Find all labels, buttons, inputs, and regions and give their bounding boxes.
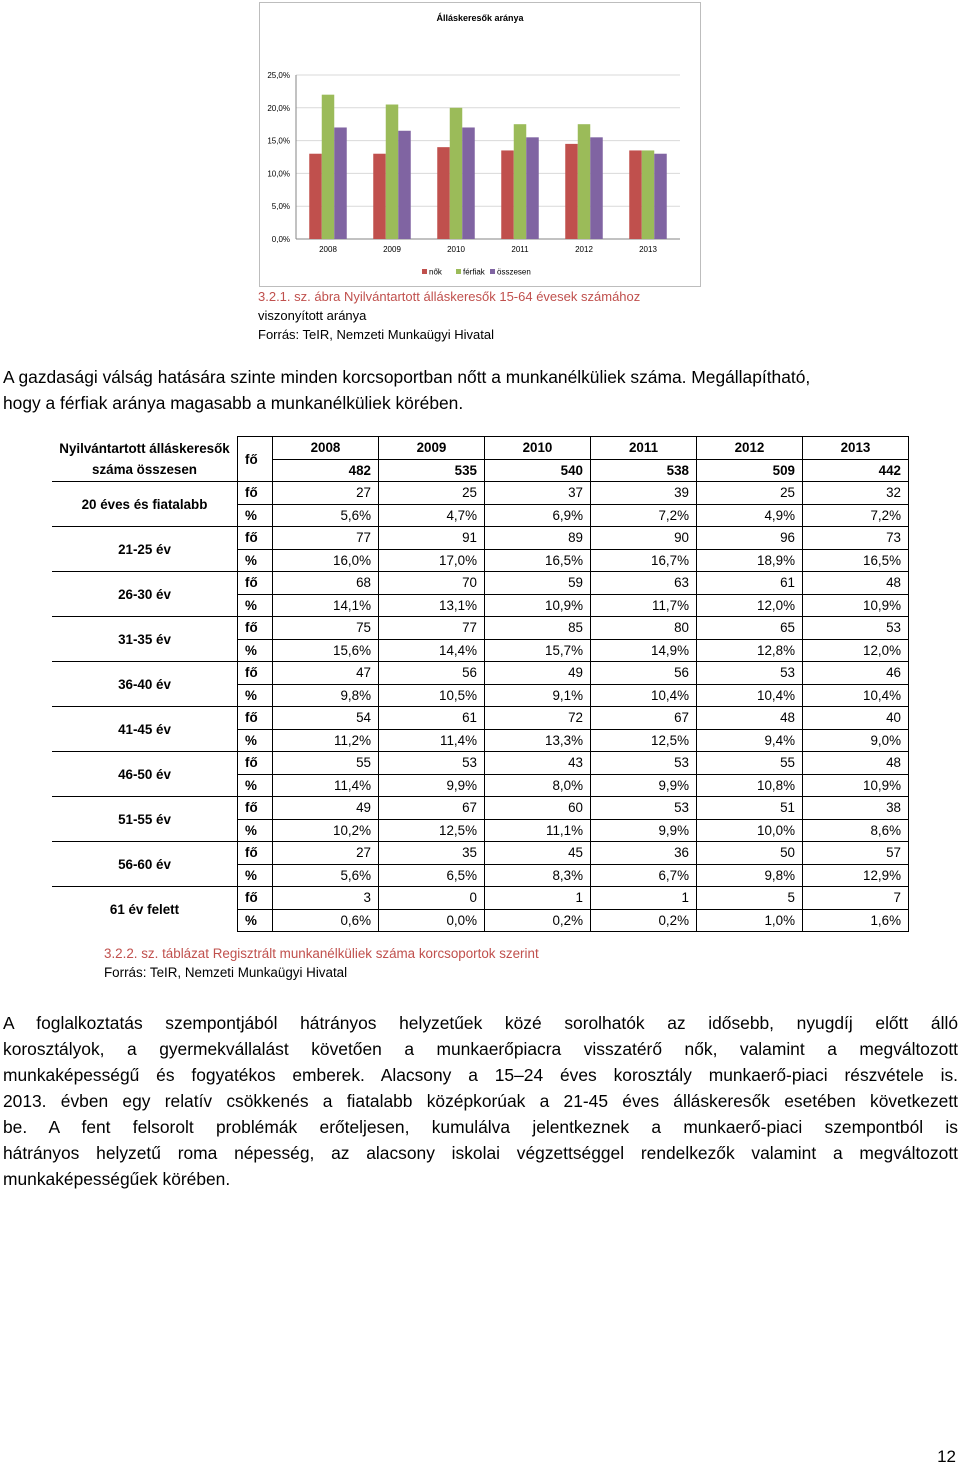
count-cell: 1	[485, 887, 591, 910]
table-row	[52, 662, 909, 685]
percent-cell: 16,0%	[273, 549, 379, 572]
bar-nok	[501, 150, 514, 239]
unemployed-age-table	[52, 436, 909, 932]
unit-percent: %	[238, 684, 273, 707]
count-cell: 43	[485, 752, 591, 775]
percent-cell: 10,9%	[485, 594, 591, 617]
unit-count: fő	[238, 662, 273, 685]
table-row	[52, 572, 909, 595]
count-cell: 53	[803, 617, 909, 640]
count-cell: 49	[485, 662, 591, 685]
percent-cell: 10,5%	[379, 684, 485, 707]
count-cell: 36	[591, 842, 697, 865]
paragraph-2-line: munkaképességűek körében.	[3, 1169, 231, 1189]
table-row	[52, 887, 909, 910]
table-row	[52, 752, 909, 775]
percent-cell: 12,5%	[591, 729, 697, 752]
bar-osszesen	[398, 131, 411, 239]
unit-percent: %	[238, 909, 273, 932]
unit-count: fő	[238, 482, 273, 505]
unit-percent: %	[238, 729, 273, 752]
count-cell: 27	[273, 482, 379, 505]
count-cell: 3	[273, 887, 379, 910]
count-cell: 56	[591, 662, 697, 685]
legend-swatch	[490, 269, 495, 274]
percent-cell: 1,6%	[803, 909, 909, 932]
paragraph-2-line: be. A fent felsorolt problémák erőteljesen, kumulálva jelentkeznek a munkaerő-piaci szempontból is	[3, 1117, 958, 1137]
y-tick-label: 0,0%	[271, 235, 290, 244]
count-cell: 90	[591, 527, 697, 550]
count-cell: 59	[485, 572, 591, 595]
count-cell: 54	[273, 707, 379, 730]
bar-ferfiak	[578, 124, 591, 239]
count-cell: 46	[803, 662, 909, 685]
bar-nok	[309, 154, 322, 239]
figure-number: 3.2.1. sz.	[258, 289, 311, 304]
count-cell: 39	[591, 482, 697, 505]
count-cell: 73	[803, 527, 909, 550]
table-row	[52, 482, 909, 505]
percent-cell: 9,8%	[273, 684, 379, 707]
count-cell: 0	[379, 887, 485, 910]
age-group-label: 36-40 év	[52, 662, 238, 707]
count-cell: 67	[591, 707, 697, 730]
bar-osszesen	[590, 137, 603, 239]
percent-cell: 16,5%	[485, 549, 591, 572]
bar-osszesen	[462, 127, 475, 239]
count-cell: 91	[379, 527, 485, 550]
table-title: táblázat Regisztrált munkanélküliek száma korcsoportok szerint	[162, 946, 539, 961]
percent-cell: 9,9%	[591, 774, 697, 797]
figure-title-line2: viszonyított aránya	[258, 308, 367, 323]
percent-cell: 11,1%	[485, 819, 591, 842]
table-row	[52, 707, 909, 730]
percent-cell: 13,1%	[379, 594, 485, 617]
unit-percent: %	[238, 504, 273, 527]
percent-cell: 12,8%	[697, 639, 803, 662]
percent-cell: 14,1%	[273, 594, 379, 617]
percent-cell: 12,9%	[803, 864, 909, 887]
count-cell: 85	[485, 617, 591, 640]
percent-cell: 6,5%	[379, 864, 485, 887]
percent-cell: 0,6%	[273, 909, 379, 932]
percent-cell: 9,9%	[591, 819, 697, 842]
x-tick-label: 2012	[575, 245, 593, 254]
legend-swatch	[422, 269, 427, 274]
unit-percent: %	[238, 594, 273, 617]
chart-title: Álláskeresők aránya	[436, 13, 524, 23]
percent-cell: 8,6%	[803, 819, 909, 842]
percent-cell: 10,9%	[803, 774, 909, 797]
percent-cell: 0,2%	[591, 909, 697, 932]
unit-count: fő	[238, 707, 273, 730]
count-cell: 50	[697, 842, 803, 865]
percent-cell: 12,5%	[379, 819, 485, 842]
paragraph-2-line: A foglalkoztatás szempontjából hátrányos helyzetűek közé sorolhatók az idősebb, nyugdíj előtt álló	[3, 1013, 958, 1033]
count-cell: 49	[273, 797, 379, 820]
unit-percent: %	[238, 549, 273, 572]
unit-count: fő	[238, 842, 273, 865]
y-tick-label: 5,0%	[271, 202, 290, 212]
percent-cell: 9,0%	[803, 729, 909, 752]
percent-cell: 12,0%	[697, 594, 803, 617]
percent-cell: 14,9%	[591, 639, 697, 662]
unit-count: fő	[238, 572, 273, 595]
bar-osszesen	[654, 154, 667, 239]
x-tick-label: 2010	[447, 245, 465, 254]
percent-cell: 9,1%	[485, 684, 591, 707]
count-cell: 77	[379, 617, 485, 640]
legend-label: összesen	[497, 267, 531, 277]
count-cell: 89	[485, 527, 591, 550]
count-cell: 53	[379, 752, 485, 775]
paragraph-2-line: hátrányos helyzetű roma népesség, az alacsony iskolai végzettséggel rendelkezők valamint a megváltozott	[3, 1143, 958, 1163]
unit-percent: %	[238, 639, 273, 662]
percent-cell: 10,8%	[697, 774, 803, 797]
table-caption	[104, 944, 539, 982]
count-cell: 45	[485, 842, 591, 865]
total-cell: 538	[591, 459, 697, 482]
percent-cell: 11,4%	[379, 729, 485, 752]
bar-osszesen	[526, 137, 539, 239]
count-cell: 57	[803, 842, 909, 865]
paragraph-2-line: korosztályok, a gyermekvállalást követően a munkaerőpiacra visszatérő nők, valamint a megváltozott	[3, 1039, 958, 1059]
count-cell: 55	[697, 752, 803, 775]
bar-ferfiak	[386, 105, 399, 239]
percent-cell: 10,4%	[803, 684, 909, 707]
percent-cell: 8,0%	[485, 774, 591, 797]
chart-frame	[259, 2, 701, 287]
paragraph-1-line: hogy a férfiak aránya magasabb a munkanélküliek körében.	[3, 393, 464, 413]
table-row	[52, 842, 909, 865]
percent-cell: 12,0%	[803, 639, 909, 662]
bar-osszesen	[334, 127, 347, 239]
percent-cell: 9,8%	[697, 864, 803, 887]
percent-cell: 0,2%	[485, 909, 591, 932]
bar-ferfiak	[642, 150, 655, 239]
count-cell: 27	[273, 842, 379, 865]
percent-cell: 6,7%	[591, 864, 697, 887]
count-cell: 70	[379, 572, 485, 595]
percent-cell: 10,4%	[591, 684, 697, 707]
bar-ferfiak	[322, 95, 335, 239]
legend-swatch	[456, 269, 461, 274]
percent-cell: 6,9%	[485, 504, 591, 527]
count-cell: 37	[485, 482, 591, 505]
percent-cell: 15,7%	[485, 639, 591, 662]
bar-ferfiak	[450, 108, 463, 239]
age-group-label: 46-50 év	[52, 752, 238, 797]
count-cell: 72	[485, 707, 591, 730]
percent-cell: 9,4%	[697, 729, 803, 752]
year-cell: 2010	[485, 437, 591, 460]
percent-cell: 7,2%	[803, 504, 909, 527]
unit-count: fő	[238, 887, 273, 910]
count-cell: 61	[379, 707, 485, 730]
percent-cell: 10,0%	[697, 819, 803, 842]
unit-count: fő	[238, 752, 273, 775]
count-cell: 55	[273, 752, 379, 775]
percent-cell: 11,4%	[273, 774, 379, 797]
count-cell: 96	[697, 527, 803, 550]
unit-count: fő	[238, 527, 273, 550]
percent-cell: 17,0%	[379, 549, 485, 572]
age-group-label: 61 év felett	[52, 887, 238, 932]
percent-cell: 10,4%	[697, 684, 803, 707]
table-row	[52, 527, 909, 550]
paragraph-2	[3, 1010, 958, 1192]
count-cell: 53	[591, 797, 697, 820]
count-cell: 75	[273, 617, 379, 640]
unit-percent: %	[238, 819, 273, 842]
count-cell: 48	[803, 752, 909, 775]
count-cell: 67	[379, 797, 485, 820]
y-tick-label: 25,0%	[267, 71, 290, 80]
paragraph-2-line: munkaképességű és fogyatékos emberek. Alacsony a 15–24 éves korosztály munkaerő-piaci részvétele is.	[3, 1065, 958, 1085]
percent-cell: 8,3%	[485, 864, 591, 887]
unit-percent: %	[238, 864, 273, 887]
table-number: 3.2.2. sz.	[104, 946, 159, 961]
count-cell: 32	[803, 482, 909, 505]
percent-cell: 16,7%	[591, 549, 697, 572]
count-cell: 1	[591, 887, 697, 910]
count-cell: 60	[485, 797, 591, 820]
year-cell: 2009	[379, 437, 485, 460]
age-group-label: 56-60 év	[52, 842, 238, 887]
total-cell: 509	[697, 459, 803, 482]
percent-cell: 11,2%	[273, 729, 379, 752]
count-cell: 38	[803, 797, 909, 820]
legend-label: férfiak	[463, 267, 485, 277]
x-tick-label: 2008	[319, 245, 337, 254]
y-tick-label: 20,0%	[267, 103, 290, 113]
unit-count: fő	[238, 797, 273, 820]
percent-cell: 15,6%	[273, 639, 379, 662]
count-cell: 53	[697, 662, 803, 685]
count-cell: 47	[273, 662, 379, 685]
count-cell: 53	[591, 752, 697, 775]
percent-cell: 10,9%	[803, 594, 909, 617]
count-cell: 65	[697, 617, 803, 640]
paragraph-2-line: 2013. évben egy relatív csökkenés a fiatalabb középkorúak a 21-45 éves álláskeresők esetében következett	[3, 1091, 958, 1111]
bar-ferfiak	[514, 124, 527, 239]
total-cell: 442	[803, 459, 909, 482]
bar-nok	[373, 154, 386, 239]
percent-cell: 11,7%	[591, 594, 697, 617]
paragraph-1-line: A gazdasági válság hatására szinte minden korcsoportban nőtt a munkanélküliek száma. Megállapítható,	[3, 367, 811, 387]
x-tick-label: 2011	[511, 245, 529, 254]
age-group-label: 20 éves és fiatalabb	[52, 482, 238, 527]
figure-caption	[258, 287, 640, 344]
percent-cell: 9,9%	[379, 774, 485, 797]
percent-cell: 14,4%	[379, 639, 485, 662]
percent-cell: 16,5%	[803, 549, 909, 572]
header-label: Nyilvántartott álláskeresők száma összesen	[52, 437, 238, 482]
count-cell: 5	[697, 887, 803, 910]
bar-chart	[260, 3, 700, 286]
age-group-label: 21-25 év	[52, 527, 238, 572]
percent-cell: 7,2%	[591, 504, 697, 527]
year-cell: 2013	[803, 437, 909, 460]
y-tick-label: 15,0%	[267, 136, 290, 146]
header-unit: fő	[238, 437, 273, 482]
figure-title: ábra Nyilvántartott álláskeresők 15-64 évesek számához	[314, 289, 641, 304]
paragraph-1	[3, 364, 958, 416]
age-group-label: 26-30 év	[52, 572, 238, 617]
age-group-label: 41-45 év	[52, 707, 238, 752]
percent-cell: 0,0%	[379, 909, 485, 932]
count-cell: 51	[697, 797, 803, 820]
bar-nok	[437, 147, 450, 239]
age-group-label: 51-55 év	[52, 797, 238, 842]
unit-count: fő	[238, 617, 273, 640]
x-tick-label: 2009	[383, 245, 401, 254]
age-group-label: 31-35 év	[52, 617, 238, 662]
bar-nok	[629, 150, 642, 239]
percent-cell: 5,6%	[273, 504, 379, 527]
legend-label: nők	[429, 267, 442, 277]
count-cell: 25	[379, 482, 485, 505]
count-cell: 48	[697, 707, 803, 730]
percent-cell: 5,6%	[273, 864, 379, 887]
percent-cell: 4,9%	[697, 504, 803, 527]
total-cell: 540	[485, 459, 591, 482]
unit-percent: %	[238, 774, 273, 797]
count-cell: 68	[273, 572, 379, 595]
count-cell: 56	[379, 662, 485, 685]
count-cell: 35	[379, 842, 485, 865]
count-cell: 48	[803, 572, 909, 595]
figure-source: Forrás: TeIR, Nemzeti Munkaügyi Hivatal	[258, 327, 495, 342]
page-number: 12	[937, 1447, 956, 1466]
y-tick-label: 10,0%	[267, 169, 290, 179]
count-cell: 61	[697, 572, 803, 595]
table-row	[52, 797, 909, 820]
x-tick-label: 2013	[639, 245, 657, 254]
year-cell: 2011	[591, 437, 697, 460]
count-cell: 7	[803, 887, 909, 910]
count-cell: 40	[803, 707, 909, 730]
year-cell: 2008	[273, 437, 379, 460]
count-cell: 63	[591, 572, 697, 595]
total-cell: 535	[379, 459, 485, 482]
count-cell: 77	[273, 527, 379, 550]
percent-cell: 10,2%	[273, 819, 379, 842]
percent-cell: 4,7%	[379, 504, 485, 527]
total-cell: 482	[273, 459, 379, 482]
table-header-row	[52, 437, 909, 460]
table-row	[52, 617, 909, 640]
percent-cell: 1,0%	[697, 909, 803, 932]
percent-cell: 13,3%	[485, 729, 591, 752]
bar-nok	[565, 144, 578, 239]
percent-cell: 18,9%	[697, 549, 803, 572]
count-cell: 25	[697, 482, 803, 505]
year-cell: 2012	[697, 437, 803, 460]
table-source: Forrás: TeIR, Nemzeti Munkaügyi Hivatal	[104, 965, 348, 980]
count-cell: 80	[591, 617, 697, 640]
